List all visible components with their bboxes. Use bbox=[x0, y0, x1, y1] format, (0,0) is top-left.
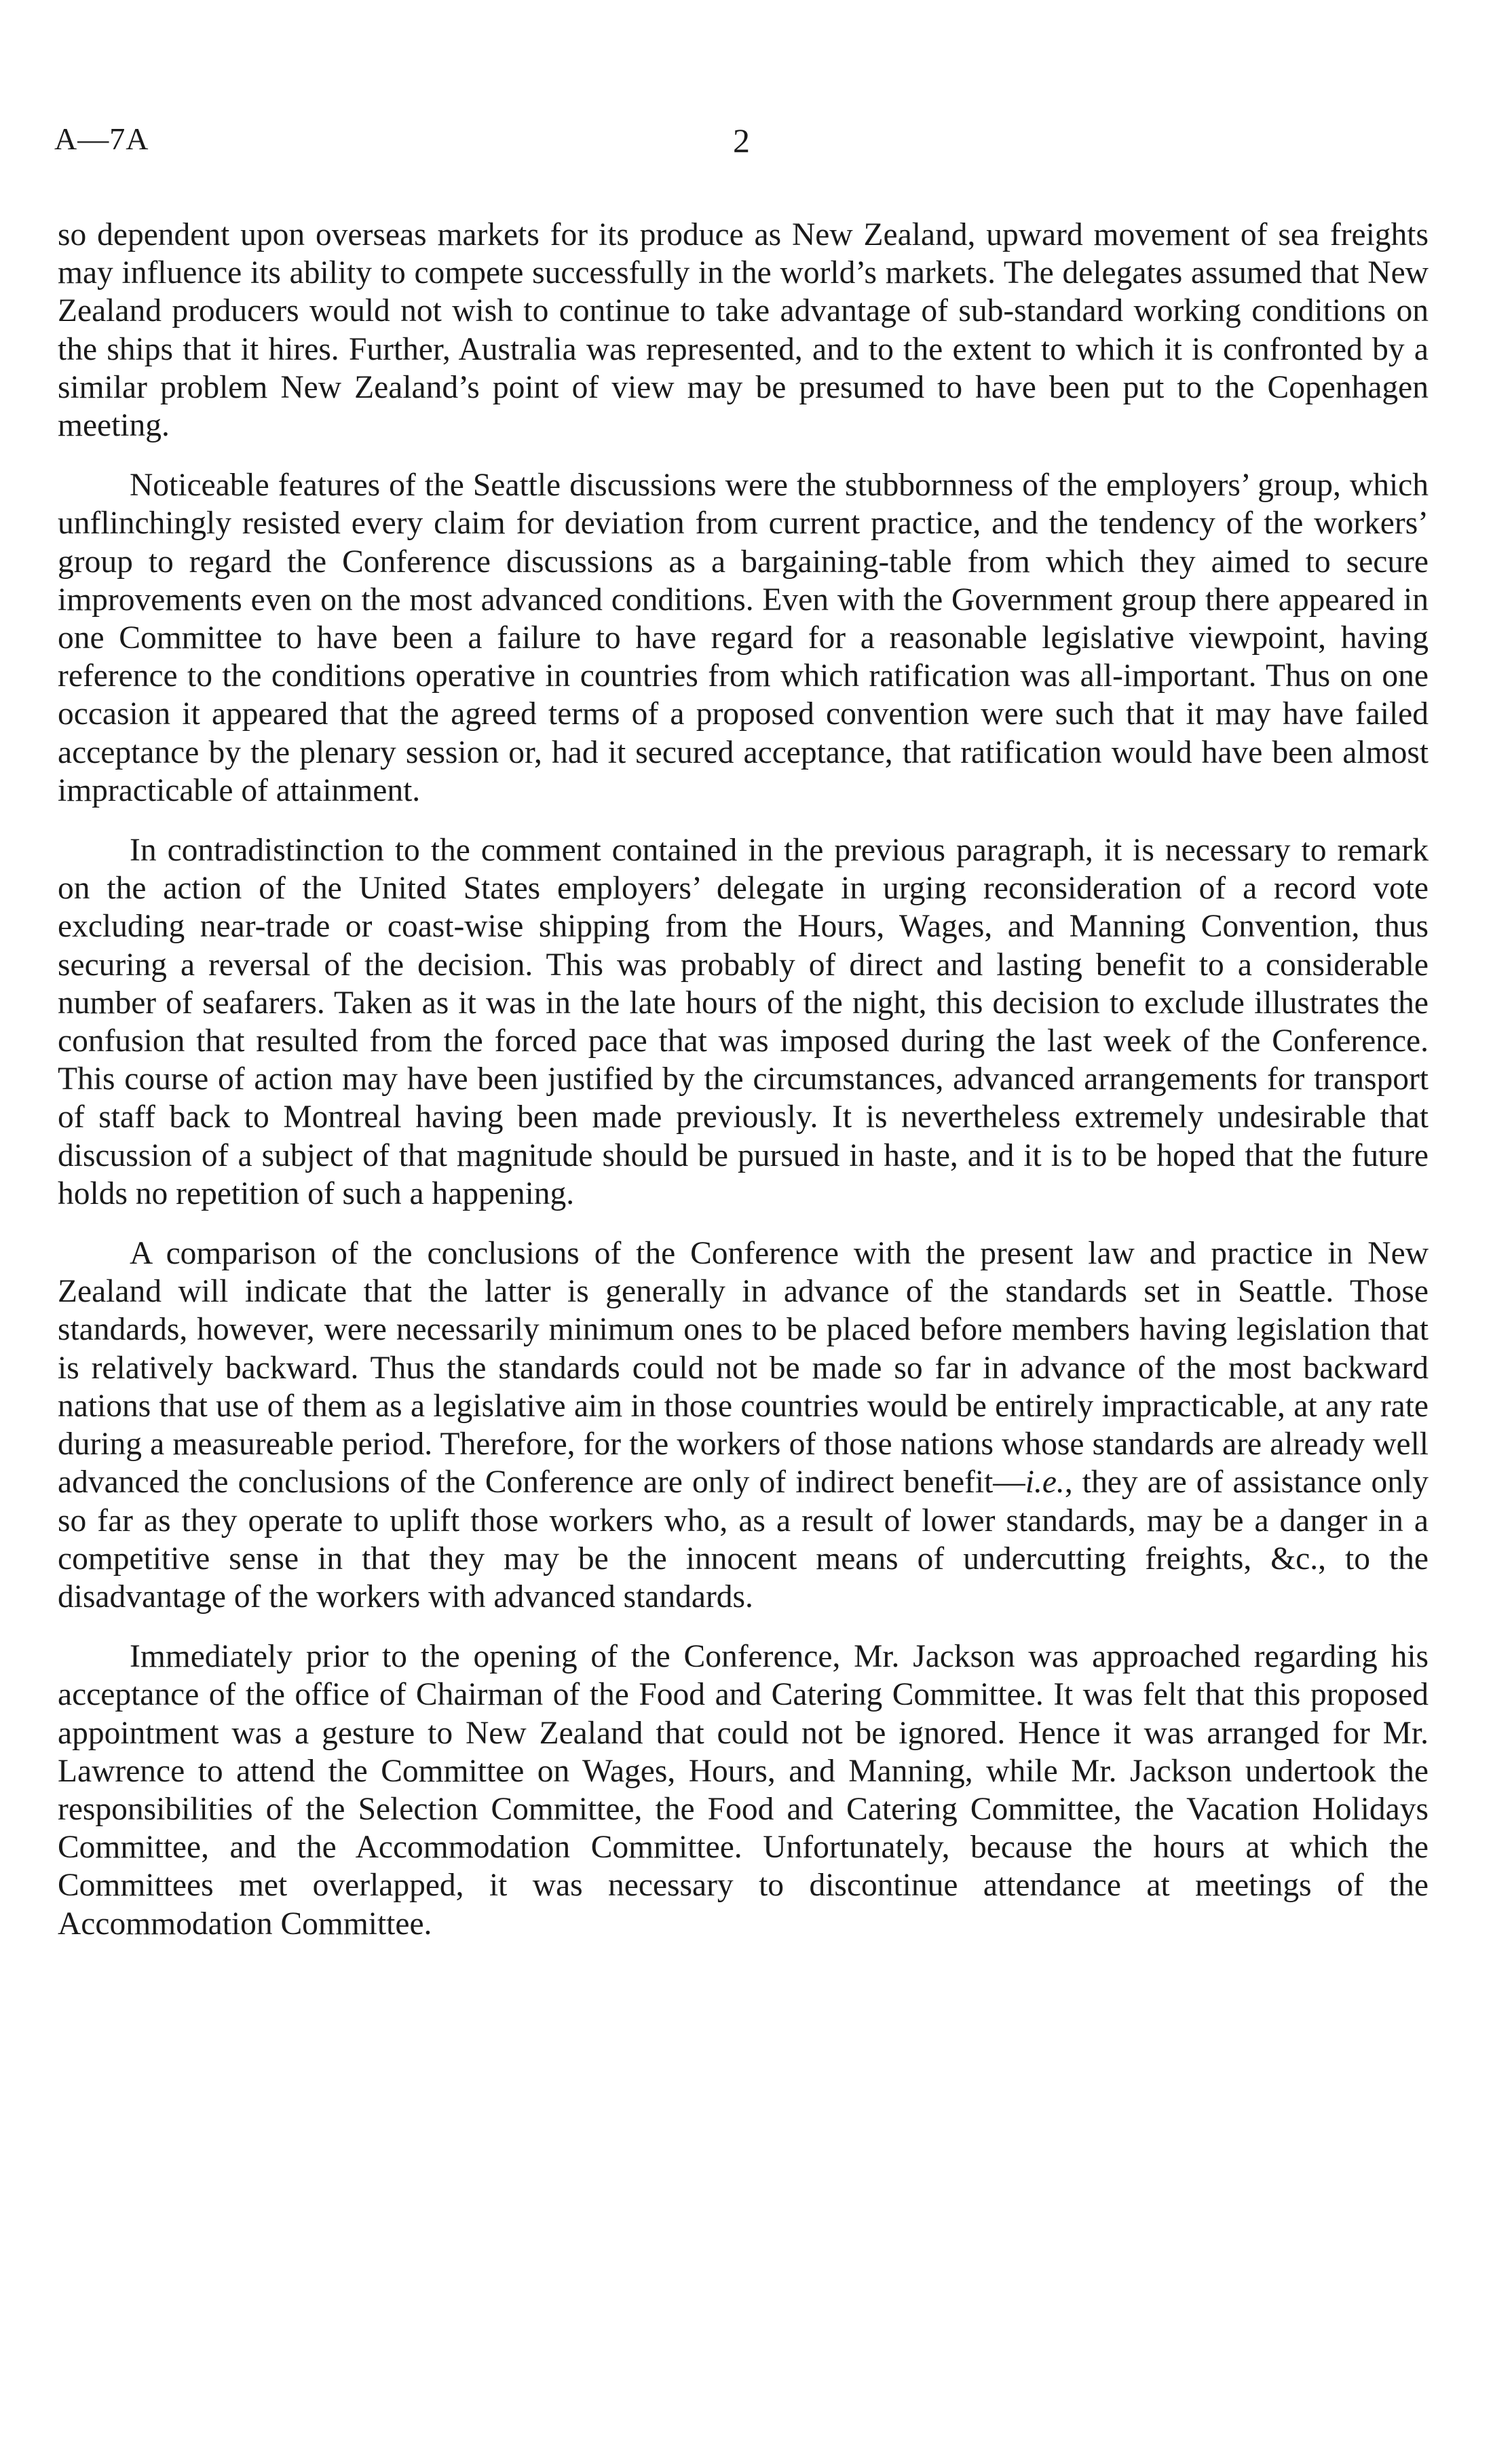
paragraph-contradistinction: In contradistinction to the comment contained in the previous paragraph, it is necessary to remark on the action of the United States employers’ delegate in urging reconsideration of a record vote excluding near-trade or coast-wise shipping from the Hours, Wages, and Manning Convention, thus securing a reversal of the decision. This was probably of direct and lasting benefit to a considerable number of seafarers. Taken as it was in the late hours of the night, this decision to exclude illustrates the confusion that resulted from the forced pace that was imposed during the last week of the Conference. This course of action may have been justified by the circumstances, advanced arrangements for transport of staff back to Montreal having been made previously. It is nevertheless extremely undesirable that discussion of a subject of that magnitude should be pursued in haste, and it is to be hoped that the future holds no repetition of such a happening. bbox=[58, 833, 1429, 1211]
body-text bbox=[58, 216, 1429, 1943]
paragraph-seattle-discussions: Noticeable features of the Seattle discussions were the stubbornness of the employers’ group, which unflinchingly resisted every claim for deviation from current practice, and the tendency of the workers’ group to regard the Conference discussions as a bargaining-table from which they aimed to secure improvements even on the most advanced conditions. Even with the Government group there appeared in one Committee to have been a failure to have regard for a reasonable legislative viewpoint, having reference to the conditions operative in countries from which ratification was all-important. Thus on one occasion it appeared that the agreed terms of a proposed convention were such that it may have failed acceptance by the plenary session or, had it secured acceptance, that ratification would have been almost impracticable of attainment. bbox=[58, 468, 1429, 808]
paragraph-comparison bbox=[58, 1234, 1429, 1616]
paragraph-chairman: Immediately prior to the opening of the Conference, Mr. Jackson was approached regarding his acceptance of the office of Chairman of the Food and Catering Committee. It was felt that this proposed appointment was a gesture to New Zealand that could not be ignored. Hence it was arranged for Mr. Lawrence to attend the Committee on Wages, Hours, and Manning, while Mr. Jackson undertook the responsibilities of the Selection Committee, the Food and Catering Committee, the Vacation Holidays Committee, and the Accommodation Committee. Unfortunately, because the hours at which the Committees met overlapped, it was necessary to discontinue attendance at meetings of the Accommodation Committee. bbox=[58, 1639, 1429, 1942]
paragraph-continuation: so dependent upon overseas markets for its produce as New Zealand, upward movement of sea freights may influence its ability to compete successfully in the world’s markets. The delegates assumed that New Zealand producers would not wish to continue to take advantage of sub-standard working conditions on the ships that it hires. Further, Australia was represented, and to the extent to which it is confronted by a similar problem New Zealand’s point of view may be presumed to have been put to the Copenhagen meeting. bbox=[58, 217, 1429, 444]
page-number: 2 bbox=[733, 121, 750, 159]
paragraph-comparison-text-after: , they are of assistance only so far as they operate to uplift those workers who, as a result of lower standards, may be a danger in a competitive sense in that they may be the innocent means of undercutting freights, &c., to the disadvantage of the workers with advanced standards. bbox=[58, 1465, 1429, 1615]
paragraph-comparison-italic: i.e. bbox=[1025, 1465, 1065, 1500]
document-reference: A—7A bbox=[54, 121, 149, 156]
paragraph-comparison-text-before: A comparison of the conclusions of the Conference with the present law and practice in New Zealand will indicate that the latter is generally in advance of the standards set in Seattle. Those standards, however, were necessarily minimum ones to be placed before members having legislation that is relatively backward. Thus the standards could not be made so far in advance of the most backward nations that use of them as a legislative aim in those countries would be entirely impracticable, at any rate during a measureable period. Therefore, for the workers of those nations whose standards are already well advanced the conclusions of the Conference are only of indirect benefit— bbox=[58, 1236, 1429, 1500]
page-header bbox=[54, 121, 1432, 168]
